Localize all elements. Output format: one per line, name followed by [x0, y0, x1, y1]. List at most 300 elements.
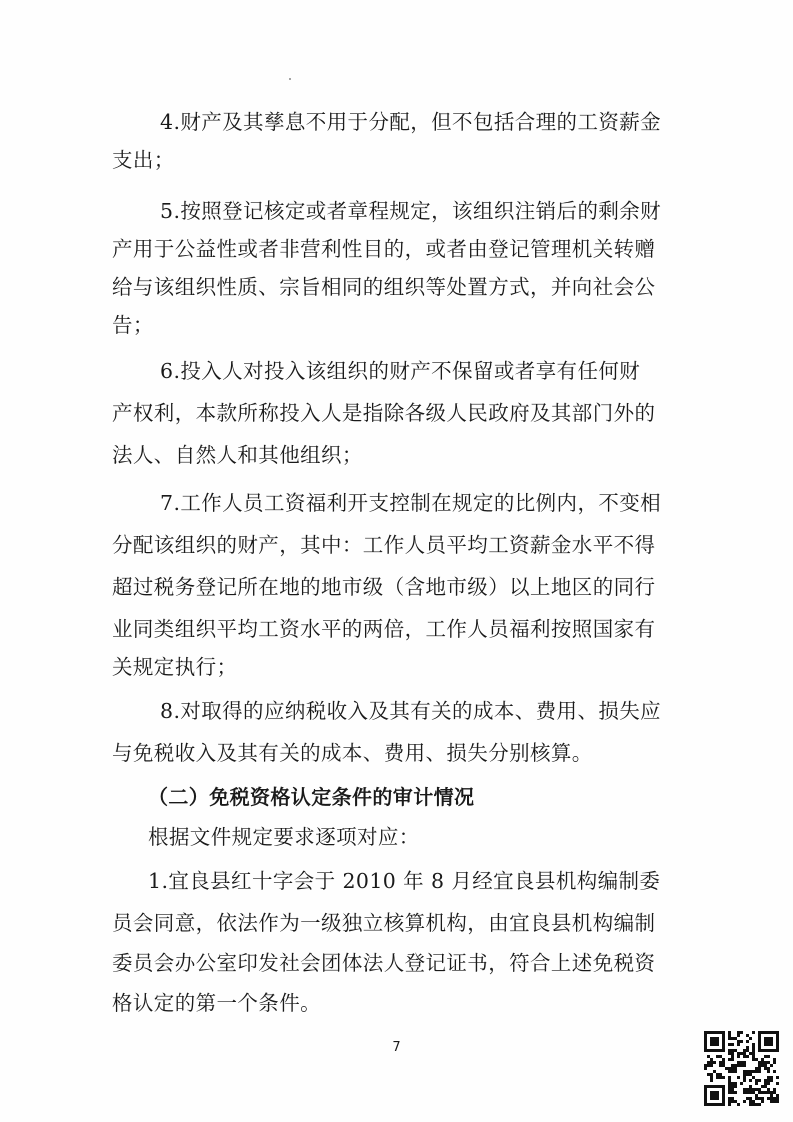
qr-module [710, 1040, 713, 1043]
qr-module [722, 1094, 725, 1097]
qr-module [758, 1049, 761, 1052]
qr-module [755, 1094, 758, 1097]
qr-module [728, 1079, 731, 1082]
qr-module [728, 1052, 731, 1055]
qr-module [752, 1058, 755, 1061]
qr-module [713, 1091, 716, 1094]
qr-module [707, 1055, 710, 1058]
qr-module [728, 1091, 731, 1094]
qr-module [755, 1067, 758, 1070]
qr-module [704, 1031, 707, 1034]
paragraph-7-line-2: 分配该组织的财产，其中：工作人员平均工资薪金水平不得 [112, 533, 656, 557]
qr-module [770, 1091, 773, 1094]
qr-module [728, 1034, 731, 1037]
qr-module [767, 1055, 770, 1058]
qr-module [776, 1043, 779, 1046]
qr-module [710, 1043, 713, 1046]
scan-speck [289, 78, 291, 80]
qr-module [731, 1055, 734, 1058]
qr-module [704, 1100, 707, 1103]
qr-module [737, 1034, 740, 1037]
qr-module [740, 1061, 743, 1064]
qr-module [767, 1031, 770, 1034]
qr-module [719, 1049, 722, 1052]
qr-module [707, 1031, 710, 1034]
qr-module [734, 1037, 737, 1040]
qr-module [734, 1067, 737, 1070]
qr-module [776, 1100, 779, 1103]
qr-module [737, 1055, 740, 1058]
qr-module [716, 1043, 719, 1046]
qr-module [761, 1100, 764, 1103]
qr-module [728, 1082, 731, 1085]
qr-module [707, 1103, 710, 1106]
qr-module [737, 1052, 740, 1055]
qr-module [749, 1052, 752, 1055]
qr-module [737, 1064, 740, 1067]
paragraph-5-line-1: 5.按照登记核定或者章程规定，该组织注销后的剩余财 [160, 199, 662, 223]
qr-module [761, 1031, 764, 1034]
qr-module [704, 1091, 707, 1094]
qr-module [704, 1088, 707, 1091]
qr-module [710, 1085, 713, 1088]
qr-module [722, 1037, 725, 1040]
qr-module [773, 1061, 776, 1064]
qr-module [764, 1082, 767, 1085]
paragraph-6-line-1: 6.投入人对投入该组织的财产不保留或者享有任何财 [160, 359, 641, 383]
qr-module [746, 1055, 749, 1058]
qr-module [704, 1064, 707, 1067]
qr-module [749, 1037, 752, 1040]
paragraph-6-line-2: 产权利，本款所称投入人是指除各级人民政府及其部门外的 [112, 401, 656, 425]
qr-module [776, 1082, 779, 1085]
qr-module [776, 1031, 779, 1034]
qr-module [719, 1064, 722, 1067]
qr-module [773, 1088, 776, 1091]
qr-module [764, 1043, 767, 1046]
qr-module [716, 1055, 719, 1058]
qr-module [764, 1091, 767, 1094]
qr-module [761, 1085, 764, 1088]
qr-module [752, 1031, 755, 1034]
qr-module [710, 1064, 713, 1067]
qr-module [716, 1094, 719, 1097]
qr-module [770, 1043, 773, 1046]
qr-module [767, 1067, 770, 1070]
qr-module [746, 1046, 749, 1049]
qr-module [764, 1031, 767, 1034]
qr-module [764, 1085, 767, 1088]
qr-module [731, 1097, 734, 1100]
qr-module [755, 1079, 758, 1082]
qr-module [764, 1067, 767, 1070]
qr-module [734, 1085, 737, 1088]
paragraph-8-line-2: 与免税收入及其有关的成本、费用、损失分别核算。 [112, 741, 593, 765]
qr-module [743, 1052, 746, 1055]
qr-module [767, 1082, 770, 1085]
qr-module [746, 1091, 749, 1094]
qr-module [728, 1037, 731, 1040]
qr-module [767, 1070, 770, 1073]
qr-module [776, 1094, 779, 1097]
qr-module [767, 1061, 770, 1064]
qr-module [728, 1085, 731, 1088]
qr-module [758, 1088, 761, 1091]
qr-module [719, 1031, 722, 1034]
qr-module [743, 1088, 746, 1091]
qr-module [713, 1043, 716, 1046]
qr-module [731, 1085, 734, 1088]
qr-module [758, 1067, 761, 1070]
qr-module [767, 1037, 770, 1040]
qr-module [743, 1076, 746, 1079]
qr-module [746, 1097, 749, 1100]
qr-module [716, 1103, 719, 1106]
qr-module [740, 1052, 743, 1055]
item-1-line-3: 委员会办公室印发社会团体法人登记证书，符合上述免税资 [112, 951, 656, 975]
qr-module [710, 1091, 713, 1094]
qr-module [722, 1097, 725, 1100]
qr-module [722, 1040, 725, 1043]
qr-module [728, 1070, 731, 1073]
qr-module [770, 1049, 773, 1052]
qr-module [767, 1088, 770, 1091]
qr-module [728, 1031, 731, 1034]
qr-module [722, 1058, 725, 1061]
qr-module [722, 1046, 725, 1049]
qr-module [740, 1031, 743, 1034]
qr-module [719, 1085, 722, 1088]
qr-module [707, 1073, 710, 1076]
qr-module [734, 1091, 737, 1094]
qr-module [770, 1040, 773, 1043]
qr-module [722, 1091, 725, 1094]
qr-module [728, 1049, 731, 1052]
page-number: 7 [392, 1040, 401, 1055]
qr-module [743, 1064, 746, 1067]
qr-module [764, 1037, 767, 1040]
qr-module [713, 1040, 716, 1043]
qr-module [707, 1061, 710, 1064]
qr-module [752, 1103, 755, 1106]
qr-module [710, 1073, 713, 1076]
qr-module [758, 1070, 761, 1073]
qr-module [713, 1097, 716, 1100]
qr-module [746, 1073, 749, 1076]
qr-module [743, 1079, 746, 1082]
qr-module [764, 1079, 767, 1082]
qr-module [713, 1103, 716, 1106]
qr-module [773, 1070, 776, 1073]
qr-module [731, 1058, 734, 1061]
qr-module [725, 1067, 728, 1070]
qr-module [737, 1076, 740, 1079]
qr-module [731, 1100, 734, 1103]
qr-module [752, 1070, 755, 1073]
qr-module [728, 1058, 731, 1061]
qr-module [704, 1094, 707, 1097]
qr-module [716, 1037, 719, 1040]
qr-module [764, 1049, 767, 1052]
qr-module [728, 1100, 731, 1103]
qr-module [764, 1055, 767, 1058]
qr-module [740, 1064, 743, 1067]
qr-module [755, 1070, 758, 1073]
qr-module [710, 1037, 713, 1040]
qr-module [710, 1031, 713, 1034]
qr-module [731, 1064, 734, 1067]
paragraph-4-line-1: 4.财产及其孳息不用于分配，但不包括合理的工资薪金 [160, 110, 662, 134]
qr-module [722, 1043, 725, 1046]
qr-module [770, 1100, 773, 1103]
qr-module [737, 1031, 740, 1034]
qr-module [749, 1073, 752, 1076]
qr-module [758, 1061, 761, 1064]
qr-module [731, 1043, 734, 1046]
qr-module [719, 1073, 722, 1076]
qr-module [704, 1067, 707, 1070]
qr-module [734, 1070, 737, 1073]
qr-module [749, 1100, 752, 1103]
qr-module [770, 1079, 773, 1082]
item-1-line-2: 员会同意，依法作为一级独立核算机构，由宜良县机构编制 [112, 911, 656, 935]
qr-module [746, 1049, 749, 1052]
qr-module [776, 1049, 779, 1052]
qr-module [713, 1049, 716, 1052]
qr-module [743, 1049, 746, 1052]
qr-module [755, 1103, 758, 1106]
qr-module [749, 1097, 752, 1100]
qr-module [716, 1076, 719, 1079]
qr-module [740, 1082, 743, 1085]
qr-module [749, 1079, 752, 1082]
paragraph-7-line-3: 超过税务登记所在地的地市级（含地市级）以上地区的同行 [112, 575, 656, 599]
qr-module [758, 1091, 761, 1094]
qr-module [722, 1031, 725, 1034]
qr-module [728, 1043, 731, 1046]
qr-module [704, 1043, 707, 1046]
qr-module [776, 1076, 779, 1079]
qr-module [704, 1037, 707, 1040]
qr-module [737, 1103, 740, 1106]
qr-module [743, 1070, 746, 1073]
qr-module [713, 1085, 716, 1088]
qr-module [749, 1091, 752, 1094]
qr-module [707, 1049, 710, 1052]
qr-module [734, 1100, 737, 1103]
qr-module [758, 1046, 761, 1049]
qr-module [752, 1091, 755, 1094]
qr-module [776, 1034, 779, 1037]
qr-module [713, 1037, 716, 1040]
qr-module [716, 1031, 719, 1034]
qr-module [719, 1076, 722, 1079]
qr-module [710, 1076, 713, 1079]
qr-module [752, 1055, 755, 1058]
qr-module [734, 1049, 737, 1052]
qr-module [761, 1061, 764, 1064]
qr-module [716, 1097, 719, 1100]
qr-module [704, 1046, 707, 1049]
qr-module [773, 1091, 776, 1094]
qr-module [737, 1043, 740, 1046]
qr-module [758, 1097, 761, 1100]
qr-module [731, 1091, 734, 1094]
qr-module [746, 1088, 749, 1091]
qr-module [752, 1043, 755, 1046]
qr-module [773, 1058, 776, 1061]
qr-module [728, 1088, 731, 1091]
qr-module [767, 1097, 770, 1100]
qr-module [731, 1049, 734, 1052]
qr-module [743, 1061, 746, 1064]
qr-module [776, 1097, 779, 1100]
paragraph-5-line-3: 给与该组织性质、宗旨相同的组织等处置方式，并向社会公 [112, 275, 656, 299]
qr-module [710, 1049, 713, 1052]
qr-module [737, 1061, 740, 1064]
qr-module [770, 1031, 773, 1034]
qr-module [746, 1040, 749, 1043]
qr-module [767, 1079, 770, 1082]
qr-module [749, 1088, 752, 1091]
qr-module [767, 1049, 770, 1052]
qr-module [773, 1100, 776, 1103]
qr-module [728, 1067, 731, 1070]
paragraph-6-line-3: 法人、自然人和其他组织； [112, 443, 363, 467]
qr-module [755, 1088, 758, 1091]
item-1-line-1: 1.宜良县红十字会于 2010 年 8 月经宜良县机构编制委 [148, 869, 661, 893]
qr-module [764, 1061, 767, 1064]
qr-module [722, 1088, 725, 1091]
qr-module [770, 1064, 773, 1067]
qr-module [749, 1103, 752, 1106]
paragraph-7-line-5: 关规定执行； [112, 655, 238, 679]
qr-module [770, 1097, 773, 1100]
qr-module [716, 1049, 719, 1052]
qr-module [770, 1076, 773, 1079]
paragraph-5-line-2: 产用于公益性或者非营利性目的，或者由登记管理机关转赠 [112, 237, 656, 261]
qr-module [773, 1049, 776, 1052]
qr-module [755, 1097, 758, 1100]
qr-module [746, 1070, 749, 1073]
qr-module [731, 1070, 734, 1073]
qr-module [770, 1037, 773, 1040]
qr-module [758, 1031, 761, 1034]
intro-line: 根据文件规定要求逐项对应： [148, 825, 420, 849]
qr-module [764, 1064, 767, 1067]
qr-module [704, 1049, 707, 1052]
qr-module [710, 1079, 713, 1082]
qr-module [767, 1091, 770, 1094]
qr-module [767, 1076, 770, 1079]
qr-module [755, 1082, 758, 1085]
qr-module [752, 1046, 755, 1049]
qr-module [719, 1061, 722, 1064]
qr-module [704, 1034, 707, 1037]
qr-module [722, 1100, 725, 1103]
qr-module [776, 1040, 779, 1043]
qr-module [737, 1040, 740, 1043]
qr-module [743, 1055, 746, 1058]
qr-module [722, 1076, 725, 1079]
qr-module [734, 1082, 737, 1085]
item-1-line-4: 格认定的第一个条件。 [112, 991, 321, 1015]
qr-module [704, 1097, 707, 1100]
qr-module [719, 1103, 722, 1106]
qr-module [710, 1061, 713, 1064]
qr-module [716, 1085, 719, 1088]
qr-module [752, 1049, 755, 1052]
qr-module [728, 1076, 731, 1079]
qr-module [710, 1094, 713, 1097]
qr-module [767, 1040, 770, 1043]
qr-module [731, 1052, 734, 1055]
qr-module [722, 1049, 725, 1052]
qr-module [773, 1031, 776, 1034]
qr-module [743, 1073, 746, 1076]
qr-module [749, 1085, 752, 1088]
qr-code-icon [704, 1031, 779, 1106]
qr-module [722, 1103, 725, 1106]
qr-module [704, 1103, 707, 1106]
qr-module [767, 1043, 770, 1046]
qr-module [704, 1085, 707, 1088]
paragraph-5-line-4: 告； [112, 313, 154, 337]
qr-module [722, 1085, 725, 1088]
qr-module [761, 1049, 764, 1052]
qr-module [752, 1052, 755, 1055]
qr-module [731, 1037, 734, 1040]
qr-module [743, 1091, 746, 1094]
qr-module [707, 1064, 710, 1067]
qr-module [728, 1097, 731, 1100]
qr-module [749, 1070, 752, 1073]
qr-module [761, 1058, 764, 1061]
qr-module [722, 1061, 725, 1064]
qr-module [716, 1073, 719, 1076]
qr-module [761, 1097, 764, 1100]
qr-module [731, 1088, 734, 1091]
qr-module [758, 1037, 761, 1040]
qr-module [710, 1103, 713, 1106]
qr-module [707, 1085, 710, 1088]
qr-module [710, 1097, 713, 1100]
qr-module [752, 1088, 755, 1091]
qr-module [731, 1082, 734, 1085]
qr-module [713, 1094, 716, 1097]
qr-module [758, 1064, 761, 1067]
qr-module [713, 1061, 716, 1064]
qr-module [716, 1040, 719, 1043]
qr-module [746, 1034, 749, 1037]
qr-module [764, 1040, 767, 1043]
qr-module [776, 1037, 779, 1040]
qr-module [719, 1055, 722, 1058]
qr-module [758, 1040, 761, 1043]
qr-module [770, 1094, 773, 1097]
paragraph-7-line-4: 业同类组织平均工资水平的两倍，工作人员福利按照国家有 [112, 617, 656, 641]
qr-module [704, 1040, 707, 1043]
section-heading: （二）免税资格认定条件的审计情况 [148, 785, 475, 809]
qr-module [776, 1046, 779, 1049]
qr-module [728, 1103, 731, 1106]
qr-module [740, 1040, 743, 1043]
paragraph-4-line-2: 支出； [112, 148, 175, 172]
qr-module [722, 1034, 725, 1037]
qr-module [752, 1100, 755, 1103]
qr-module [713, 1070, 716, 1073]
qr-module [758, 1103, 761, 1106]
